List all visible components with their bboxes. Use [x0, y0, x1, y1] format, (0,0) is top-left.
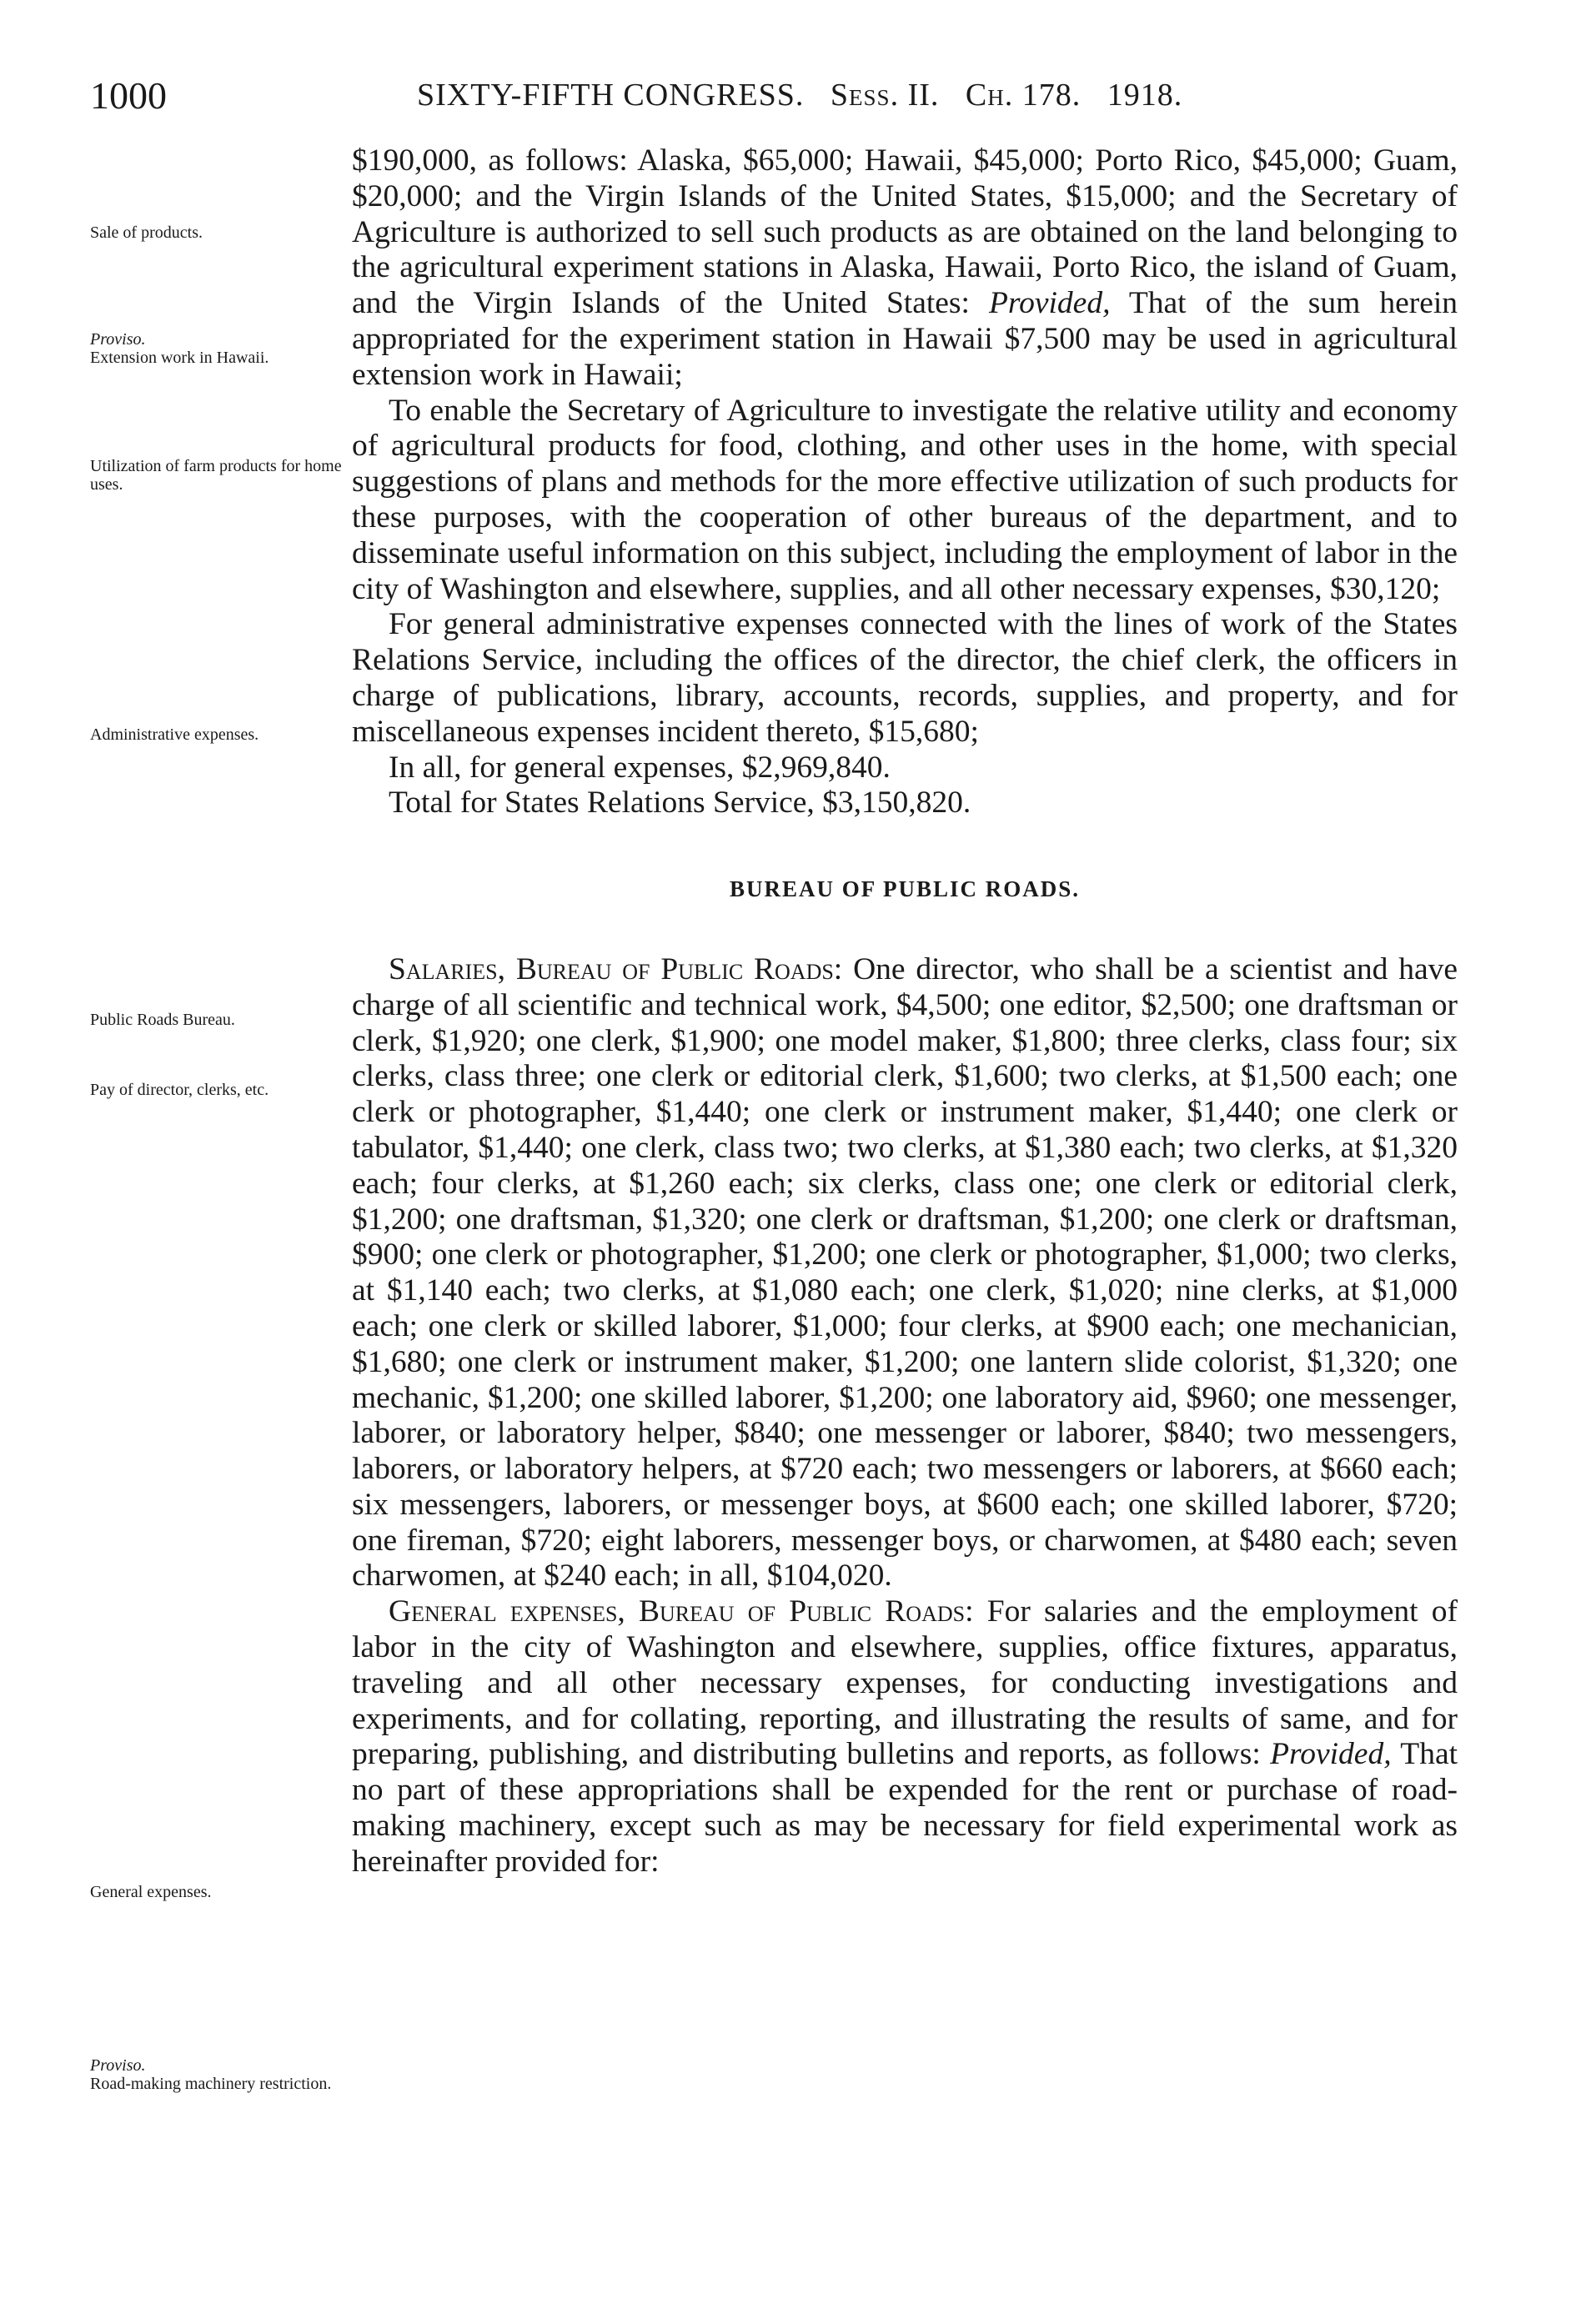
margin-note-pay-of-director: Pay of director, clerks, etc. — [90, 1081, 269, 1099]
extension-work-note: Extension work in Hawaii. — [90, 349, 269, 367]
general-expenses-lead: General expenses, Bureau of Public Roads: — [389, 1594, 974, 1629]
margin-note-extension-work — [90, 330, 349, 367]
session-label: Sess. II. — [830, 78, 940, 113]
section-heading: BUREAU OF PUBLIC ROADS. — [729, 876, 1081, 902]
congress-title: SIXTY-FIFTH CONGRESS. — [417, 78, 805, 113]
running-head — [417, 77, 1182, 113]
paragraph-salaries: Salaries, Bureau of Public Roads: One director, who shall be a scientist and have charge of all scientific and technical work, $4,500; one editor, $2,500; one draftsman or clerk, $1,920; one clerk, $1,900; one model maker, $1,800; three clerks, class four; six clerks, class three; one clerk or editorial clerk, $1,600; two clerks, at $1,500 each; one clerk or photographer, $1,440; one clerk or instrument maker, $1,440; one clerk or tabulator, $1,440; one clerk, class two; two clerks, at $1,380 each; two clerks, at $1,320 each; four clerks, at $1,260 each; six clerks, class one; one clerk or editorial clerk, $1,200; one draftsman, $1,320; one clerk or draftsman, $1,200; one clerk or draftsman, $900; one clerk or photographer, $1,200; one clerk or photographer, $1,000; two clerks, at $1,140 each; two clerks, at $1,080 each; one clerk, $1,020; nine clerks, at $1,000 each; one clerk or skilled laborer, $1,000; four clerks, at $900 each; one mechanician, $1,680; one clerk or instrument maker, $1,200; one lantern slide colorist, $1,320; one mechanic, $1,200; one skilled laborer, $1,200; one laboratory aid, $960; one messenger, laborer, or laboratory helper, $840; one messenger or laborer, $840; two messengers, laborers, or laboratory helpers, at $720 each; two messengers or laborers, at $660 each; six messengers, laborers, or messenger boys, at $600 each; one skilled laborer, $720; one fireman, $720; eight laborers, messenger boys, or charwomen, at $480 each; seven charwomen, at $240 each; in all, $104,020. — [352, 951, 1458, 1594]
provided-italic: Provided, — [989, 286, 1111, 321]
paragraph-appropriation: $190,000, as follows: Alaska, $65,000; Hawaii, $45,000; Porto Rico, $45,000; Guam, $20,000; and the Virgin Islands of the United States, $15,000; and the Secretary of Agriculture is authorized to sell such products as are obtained on the land belonging to the agricultural experiment stations in Alaska, Hawaii, Porto Rico, the island of Guam, and the Virgin Islands of the United States: Provided, That of the sum herein appropriated for the experiment station in Hawaii $7,500 may be used in agricultural extension work in Hawaii; — [352, 143, 1458, 392]
margin-note-administrative: Administrative expenses. — [90, 725, 259, 744]
chapter-label: Ch. 178. — [965, 78, 1082, 113]
year-label: 1918. — [1107, 78, 1183, 113]
margin-note-utilization: Utilization of farm products for home uses. — [90, 457, 342, 494]
margin-note-road-making — [90, 2056, 349, 2093]
proviso-label-2: Proviso. — [90, 2056, 146, 2075]
margin-note-public-roads: Public Roads Bureau. — [90, 1011, 235, 1029]
paragraph-total-general: In all, for general expenses, $2,969,840. — [389, 750, 891, 785]
paragraph-total-service: Total for States Relations Service, $3,150,820. — [389, 786, 971, 821]
provided-italic-2: Provided, — [1270, 1737, 1392, 1772]
road-making-note: Road-making machinery restriction. — [90, 2075, 332, 2093]
page-header — [0, 73, 1591, 123]
proviso-label: Proviso. — [90, 330, 146, 349]
margin-note-general-expenses: General expenses. — [90, 1883, 212, 1901]
salaries-lead: Salaries, Bureau of Public Roads: — [389, 951, 843, 986]
page-number: 1000 — [90, 74, 167, 117]
body-text — [352, 143, 1458, 1880]
paragraph-utilization: To enable the Secretary of Agriculture to investigate the relative utility and economy of agricultural products for food, clothing, and other uses in the home, with special suggestions of plans and methods for the more effective utilization of such products for these purposes, with the cooperation of other bureaus of the department, and to disseminate useful information on this subject, including the employment of labor in the city of Washington and elsewhere, supplies, and all other necessary expenses, $30,120; — [352, 393, 1458, 606]
paragraph-administrative: For general administrative expenses connected with the lines of work of the States Relations Service, including the offices of the director, the chief clerk, the officers in charge of publications, library, accounts, records, supplies, and property, and for miscellaneous expenses incident thereto, $15,680; — [352, 607, 1458, 749]
margin-note-sale-of-products: Sale of products. — [90, 223, 203, 242]
paragraph-general-expenses: General expenses, Bureau of Public Roads: For salaries and the employment of labor in the city of Washington and elsewhere, supplies, office fixtures, apparatus, traveling and all other necessary expenses, for conducting investigations and experiments, and for collating, reporting, and illustrating the results of same, and for preparing, publishing, and distributing bulletins and reports, as follows: Provided, That no part of these appropriations shall be expended for the rent or purchase of road-making machinery, except such as may be necessary for field experimental work as hereinafter provided for: — [352, 1594, 1458, 1879]
